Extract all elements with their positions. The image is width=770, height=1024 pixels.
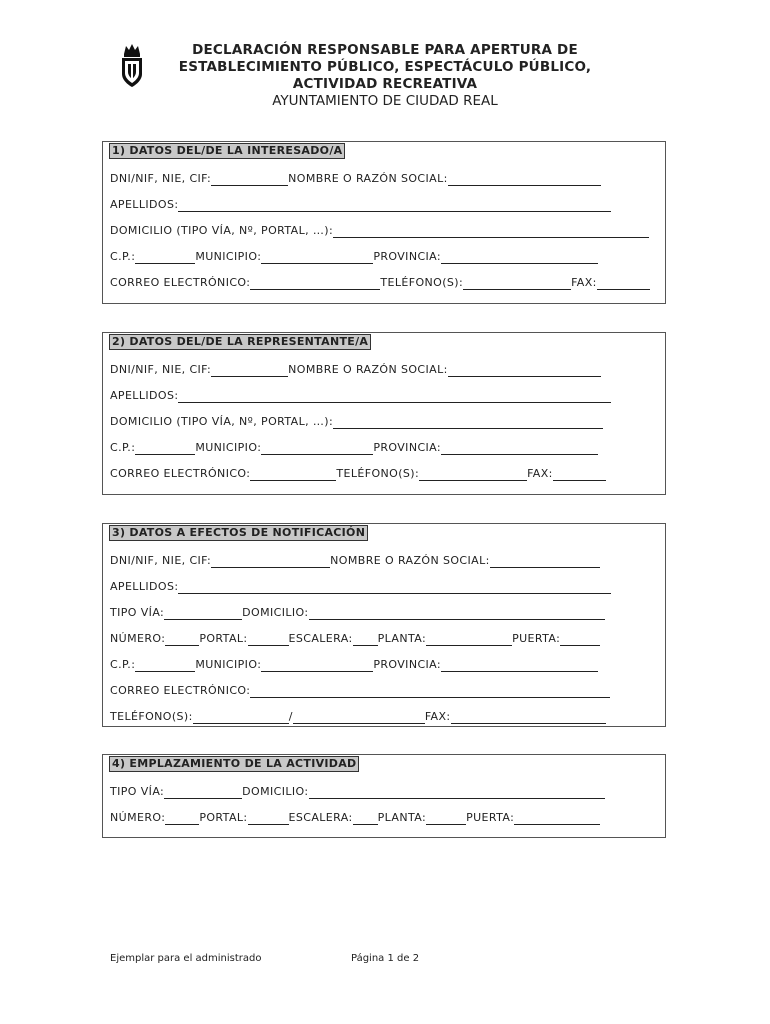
field-label: PUERTA:: [512, 632, 561, 645]
email-field[interactable]: [250, 468, 336, 481]
field-label: NOMBRE O RAZÓN SOCIAL:: [288, 363, 448, 376]
field-label: DNI/NIF, NIE, CIF:: [110, 172, 212, 185]
field-label: FAX:: [424, 710, 451, 723]
fax-field[interactable]: [597, 277, 650, 290]
municipality-field[interactable]: [261, 442, 373, 455]
page-number: Página 1 de 2: [351, 953, 420, 964]
province-field[interactable]: [441, 659, 598, 672]
field-label: TIPO VÍA:: [110, 785, 165, 798]
field-separator: /: [288, 710, 293, 723]
door-field[interactable]: [514, 812, 600, 825]
form-row-dni: [110, 363, 601, 377]
form-row-contact: [110, 276, 650, 290]
phone-field[interactable]: [193, 711, 289, 724]
door-field[interactable]: [560, 633, 600, 646]
phone-field[interactable]: [419, 468, 527, 481]
postal-code-field[interactable]: [135, 442, 195, 455]
field-label: FAX:: [527, 467, 553, 480]
form-row-dni: [110, 172, 601, 186]
email-field[interactable]: [250, 685, 610, 698]
field-label: DOMICILIO (TIPO VÍA, Nº, PORTAL, …):: [110, 415, 334, 428]
footer-note: Ejemplar para el administrado: [110, 953, 262, 964]
section-title: 2) DATOS DEL/DE LA REPRESENTANTE/A: [109, 334, 371, 350]
field-label: PORTAL:: [199, 632, 248, 645]
section-title: 4) EMPLAZAMIENTO DE LA ACTIVIDAD: [109, 756, 359, 772]
field-label: DNI/NIF, NIE, CIF:: [110, 363, 212, 376]
form-row-apellidos: [110, 198, 611, 212]
form-row-dni: [110, 554, 600, 568]
surname-field[interactable]: [178, 581, 611, 594]
field-label: PLANTA:: [377, 632, 427, 645]
province-field[interactable]: [441, 251, 598, 264]
field-label: TELÉFONO(S):: [380, 276, 464, 289]
section-notificacion: [102, 523, 666, 727]
postal-code-field[interactable]: [135, 659, 195, 672]
form-row-domicilio: [110, 415, 603, 429]
field-label: NÚMERO:: [110, 811, 166, 824]
stairs-field[interactable]: [353, 812, 378, 825]
field-label: TIPO VÍA:: [110, 606, 165, 619]
field-label: ESCALERA:: [288, 632, 353, 645]
section-interesado: [102, 141, 666, 304]
portal-field[interactable]: [248, 812, 289, 825]
surname-field[interactable]: [178, 390, 611, 403]
section-representante: [102, 332, 666, 495]
street-type-field[interactable]: [164, 786, 242, 799]
field-label: MUNICIPIO:: [195, 658, 262, 671]
portal-field[interactable]: [248, 633, 289, 646]
field-label: PROVINCIA:: [373, 441, 442, 454]
address-field[interactable]: [333, 225, 649, 238]
title-line-3: ACTIVIDAD RECREATIVA: [292, 76, 478, 92]
number-field[interactable]: [165, 633, 199, 646]
municipality-field[interactable]: [261, 659, 373, 672]
field-label: CORREO ELECTRÓNICO:: [110, 684, 251, 697]
address-field[interactable]: [309, 786, 605, 799]
field-label: APELLIDOS:: [110, 198, 179, 211]
postal-code-field[interactable]: [135, 251, 195, 264]
fax-field[interactable]: [553, 468, 606, 481]
field-label: DOMICILIO:: [242, 606, 309, 619]
field-label: TELÉFONO(S):: [110, 710, 193, 723]
title-line-1: DECLARACIÓN RESPONSABLE PARA APERTURA DE: [192, 42, 578, 58]
form-row-via: [110, 785, 605, 799]
form-row-contact: [110, 467, 606, 481]
form-row-numero: [110, 632, 600, 646]
field-label: DOMICILIO:: [242, 785, 309, 798]
municipality-field[interactable]: [261, 251, 373, 264]
field-label: CORREO ELECTRÓNICO:: [110, 467, 251, 480]
section-emplazamiento: [102, 754, 666, 838]
floor-field[interactable]: [426, 812, 466, 825]
field-label: DNI/NIF, NIE, CIF:: [110, 554, 212, 567]
form-row-domicilio: [110, 224, 649, 238]
field-label: PORTAL:: [199, 811, 248, 824]
field-label: ESCALERA:: [288, 811, 353, 824]
form-row-apellidos: [110, 580, 611, 594]
email-field[interactable]: [250, 277, 380, 290]
field-label: CORREO ELECTRÓNICO:: [110, 276, 251, 289]
form-row-email: [110, 684, 610, 698]
field-label: PROVINCIA:: [373, 658, 442, 671]
form-row-cp: [110, 250, 598, 264]
form-row-via: [110, 606, 605, 620]
field-label: APELLIDOS:: [110, 389, 179, 402]
coat-of-arms-icon: [118, 42, 146, 88]
field-label: MUNICIPIO:: [195, 441, 262, 454]
floor-field[interactable]: [426, 633, 512, 646]
field-label: FAX:: [571, 276, 597, 289]
form-row-numero: [110, 811, 600, 825]
field-label: APELLIDOS:: [110, 580, 179, 593]
field-label: PLANTA:: [377, 811, 427, 824]
field-label: NOMBRE O RAZÓN SOCIAL:: [288, 172, 448, 185]
field-label: TELÉFONO(S):: [336, 467, 420, 480]
field-label: DOMICILIO (TIPO VÍA, Nº, PORTAL, …):: [110, 224, 334, 237]
form-row-apellidos: [110, 389, 611, 403]
dni-field[interactable]: [211, 173, 288, 186]
surname-field[interactable]: [178, 199, 611, 212]
subtitle: AYUNTAMIENTO DE CIUDAD REAL: [272, 93, 498, 109]
province-field[interactable]: [441, 442, 598, 455]
fax-field[interactable]: [451, 711, 606, 724]
name-field[interactable]: [490, 555, 600, 568]
field-label: NOMBRE O RAZÓN SOCIAL:: [330, 554, 490, 567]
title-line-2: ESTABLECIMIENTO PÚBLICO, ESPECTÁCULO PÚBLICO,: [178, 59, 592, 75]
form-row-cp: [110, 441, 598, 455]
field-label: PROVINCIA:: [373, 250, 442, 263]
number-field[interactable]: [165, 812, 199, 825]
name-field[interactable]: [448, 364, 601, 377]
name-field[interactable]: [448, 173, 601, 186]
stairs-field[interactable]: [353, 633, 378, 646]
section-title: 3) DATOS A EFECTOS DE NOTIFICACIÓN: [109, 525, 368, 541]
phone-field[interactable]: [463, 277, 571, 290]
document-header: [160, 42, 610, 110]
field-label: PUERTA:: [466, 811, 515, 824]
field-label: C.P.:: [110, 441, 136, 454]
street-type-field[interactable]: [164, 607, 242, 620]
field-label: C.P.:: [110, 658, 136, 671]
dni-field[interactable]: [211, 364, 288, 377]
section-title: 1) DATOS DEL/DE LA INTERESADO/A: [109, 143, 345, 159]
field-label: NÚMERO:: [110, 632, 166, 645]
form-row-cp: [110, 658, 598, 672]
form-row-phone: [110, 710, 606, 724]
dni-field[interactable]: [211, 555, 330, 568]
phone-field-2[interactable]: [293, 711, 425, 724]
field-label: C.P.:: [110, 250, 136, 263]
field-label: MUNICIPIO:: [195, 250, 262, 263]
address-field[interactable]: [333, 416, 603, 429]
address-field[interactable]: [309, 607, 605, 620]
